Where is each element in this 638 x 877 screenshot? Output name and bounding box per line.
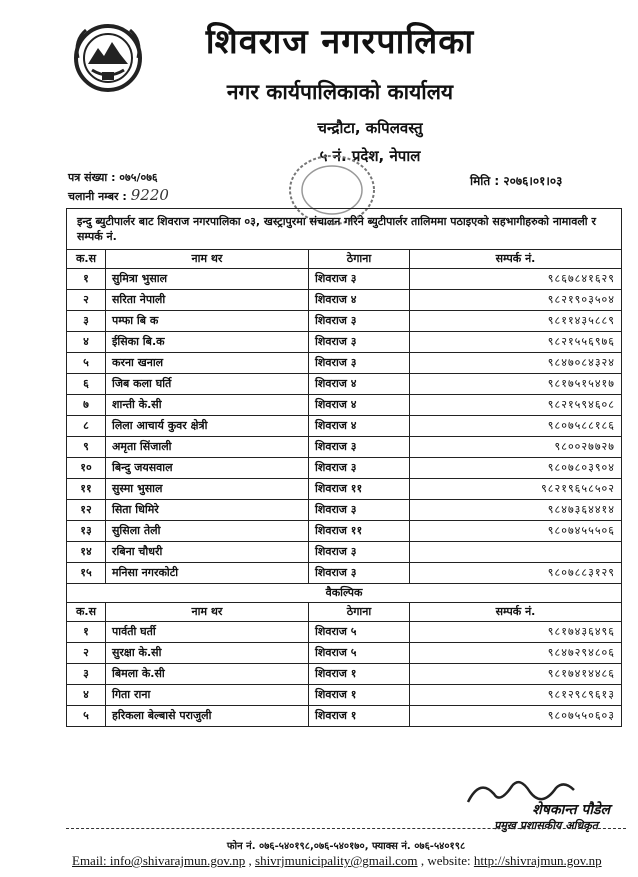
table-row (67, 353, 622, 374)
address-cell: शिवराज ३ (309, 332, 410, 353)
table-row (67, 416, 622, 437)
contact-cell: ९८२१९६५८५०२ (410, 479, 622, 500)
contact-cell: ९८०७५५०६०३ (410, 706, 622, 727)
table-row (67, 521, 622, 542)
address-line-1: चन्द्रौटा, कपिलवस्तु (317, 119, 423, 137)
contact-cell: ९८२१९०३५०४ (410, 290, 622, 311)
office-name: नगर कार्यपालिकाको कार्यालय (226, 80, 454, 104)
serial-cell: १२ (67, 500, 106, 521)
name-cell: गिता राना (106, 685, 309, 706)
address-cell: शिवराज ४ (309, 290, 410, 311)
reference-number: पत्र संख्या : ०७५/०७६ (68, 171, 158, 184)
contact-cell: ९८४७२९४८०६ (410, 643, 622, 664)
name-cell: पार्वती घर्ती (106, 622, 309, 643)
signatory-name: शेषकान्त पौडेल (532, 802, 610, 818)
serial-cell: ६ (67, 374, 106, 395)
contact-cell: ९८००२७७२७ (410, 437, 622, 458)
table-row (67, 664, 622, 685)
address-cell: शिवराज ३ (309, 311, 410, 332)
email-link-secondary[interactable]: shivrjmunicipality@gmail.com (255, 853, 418, 868)
registration-number-line (68, 186, 169, 204)
address-cell: शिवराज ३ (309, 437, 410, 458)
table-row (67, 479, 622, 500)
contact-cell: ९८०७४५५५०६ (410, 521, 622, 542)
name-cell: लिला आचार्य कुवर क्षेत्री (106, 416, 309, 437)
serial-cell: ३ (67, 664, 106, 685)
table-row (67, 643, 622, 664)
column-header-address: ठेगाना (309, 250, 410, 269)
serial-cell: १४ (67, 542, 106, 563)
table-row (67, 500, 622, 521)
alternate-header-row (67, 603, 622, 622)
serial-cell: ५ (67, 706, 106, 727)
alt-column-header-address: ठेगाना (309, 603, 410, 622)
contact-cell: ९८१७४१४४८६ (410, 664, 622, 685)
address-cell: शिवराज ३ (309, 542, 410, 563)
name-cell: सुसिला तेली (106, 521, 309, 542)
table-row (67, 437, 622, 458)
contact-cell: ९८०७५८८१८६ (410, 416, 622, 437)
table-row (67, 458, 622, 479)
address-cell: शिवराज ५ (309, 622, 410, 643)
contact-cell: ९८१२९८९६१३ (410, 685, 622, 706)
address-cell: शिवराज ३ (309, 500, 410, 521)
name-cell: बिमला के.सी (106, 664, 309, 685)
name-cell: सुमित्रा भुसाल (106, 269, 309, 290)
address-cell: शिवराज ३ (309, 458, 410, 479)
serial-cell: ११ (67, 479, 106, 500)
contact-cell: ९८१७५१५४१७ (410, 374, 622, 395)
name-cell: मनिसा नगरकोटी (106, 563, 309, 584)
name-cell: ईसिका बि.क (106, 332, 309, 353)
column-header-name: नाम थर (106, 250, 309, 269)
address-cell: शिवराज १ (309, 685, 410, 706)
contact-cell: ९८१७४३६४९६ (410, 622, 622, 643)
footer-links (72, 853, 632, 869)
name-cell: शान्ती के.सी (106, 395, 309, 416)
table-row (67, 563, 622, 584)
contact-cell: ९८११४३५८८९ (410, 311, 622, 332)
serial-cell: ५ (67, 353, 106, 374)
name-cell: अमृता सिंजाली (106, 437, 309, 458)
address-cell: शिवराज ३ (309, 563, 410, 584)
serial-cell: ४ (67, 685, 106, 706)
contact-cell: ९८४७३६४४१४ (410, 500, 622, 521)
serial-cell: ९ (67, 437, 106, 458)
alt-column-header-serial: क.स (67, 603, 106, 622)
registration-number-handwritten: 9220 (130, 186, 169, 204)
table-row (67, 685, 622, 706)
address-cell: शिवराज ११ (309, 479, 410, 500)
participants-table (66, 208, 622, 727)
name-cell: सरिता नेपाली (106, 290, 309, 311)
name-cell: सुरक्षा के.सी (106, 643, 309, 664)
alt-column-header-name: नाम थर (106, 603, 309, 622)
footer-contact-numbers: फोन नं. ०७६-५४०१९८,०७६-५४०१७०, फ्याक्स नं. ०७६-५४०१९८ (226, 841, 466, 852)
website-link[interactable]: http://shivrajmun.gov.np (473, 853, 602, 868)
alternate-section-title: वैकल्पिक (67, 584, 622, 603)
serial-cell: १५ (67, 563, 106, 584)
signatory-title: प्रमुख प्रशासकीय अधिकृत (494, 819, 598, 832)
serial-cell: २ (67, 643, 106, 664)
name-cell: जिब कला घर्ति (106, 374, 309, 395)
address-cell: शिवराज ४ (309, 416, 410, 437)
name-cell: सिता धिमिरे (106, 500, 309, 521)
table-row (67, 269, 622, 290)
table-row (67, 290, 622, 311)
column-header-serial: क.स (67, 250, 106, 269)
email-label: Email: (72, 853, 110, 868)
address-cell: शिवराज १ (309, 664, 410, 685)
table-row (67, 395, 622, 416)
municipality-emblem-icon (72, 20, 144, 96)
column-header-contact: सम्पर्क नं. (410, 250, 622, 269)
serial-cell: १० (67, 458, 106, 479)
footer-divider (66, 828, 626, 829)
table-header-row (67, 250, 622, 269)
contact-cell (410, 542, 622, 563)
table-title: इन्दु ब्युटीपार्लर बाट शिवराज नगरपालिका ०३, खस्ट्रापुरमा संचालन गरिने ब्युटीपार्लर तालिममा पठाइएको सहभागीहरुको नामावली र सम्पर्क नं. (67, 209, 622, 250)
address-cell: शिवराज ४ (309, 395, 410, 416)
email-link-primary[interactable]: info@shivarajmun.gov.np (109, 853, 246, 868)
address-cell: शिवराज ५ (309, 643, 410, 664)
address-cell: शिवराज १ (309, 706, 410, 727)
serial-cell: ३ (67, 311, 106, 332)
footer-separator: , (245, 853, 256, 868)
alt-column-header-contact: सम्पर्क नं. (410, 603, 622, 622)
serial-cell: १३ (67, 521, 106, 542)
address-cell: शिवराज ३ (309, 353, 410, 374)
serial-cell: ८ (67, 416, 106, 437)
table-row (67, 706, 622, 727)
contact-cell: ९८४७०८४३२४ (410, 353, 622, 374)
table-row (67, 311, 622, 332)
registration-label: चलानी नम्बर : (68, 190, 127, 203)
table-row (67, 332, 622, 353)
serial-cell: ४ (67, 332, 106, 353)
address-cell: शिवराज ११ (309, 521, 410, 542)
address-line-2: ५ नं. प्रदेश, नेपाल (319, 147, 421, 165)
name-cell: करना खनाल (106, 353, 309, 374)
letter-date: मिति : २०७६।०१।०३ (470, 174, 563, 188)
website-label: , website: (417, 853, 474, 868)
serial-cell: १ (67, 622, 106, 643)
name-cell: बिन्दु जयसवाल (106, 458, 309, 479)
serial-cell: ७ (67, 395, 106, 416)
serial-cell: १ (67, 269, 106, 290)
table-row (67, 374, 622, 395)
organization-name: शिवराज नगरपालिका (205, 22, 475, 62)
name-cell: रबिना चौधरी (106, 542, 309, 563)
contact-cell: ९८६७८४१६२९ (410, 269, 622, 290)
name-cell: सुस्मा भुसाल (106, 479, 309, 500)
name-cell: हरिकला बेल्बासे पराजुली (106, 706, 309, 727)
address-cell: शिवराज ४ (309, 374, 410, 395)
table-row (67, 622, 622, 643)
name-cell: पम्फा बि क (106, 311, 309, 332)
table-row (67, 542, 622, 563)
contact-cell: ९८२१५९४६०८ (410, 395, 622, 416)
serial-cell: २ (67, 290, 106, 311)
contact-cell: ९८२१५५६९७६ (410, 332, 622, 353)
contact-cell: ९८०७८८३१२९ (410, 563, 622, 584)
contact-cell: ९८०७८०३९०४ (410, 458, 622, 479)
address-cell: शिवराज ३ (309, 269, 410, 290)
